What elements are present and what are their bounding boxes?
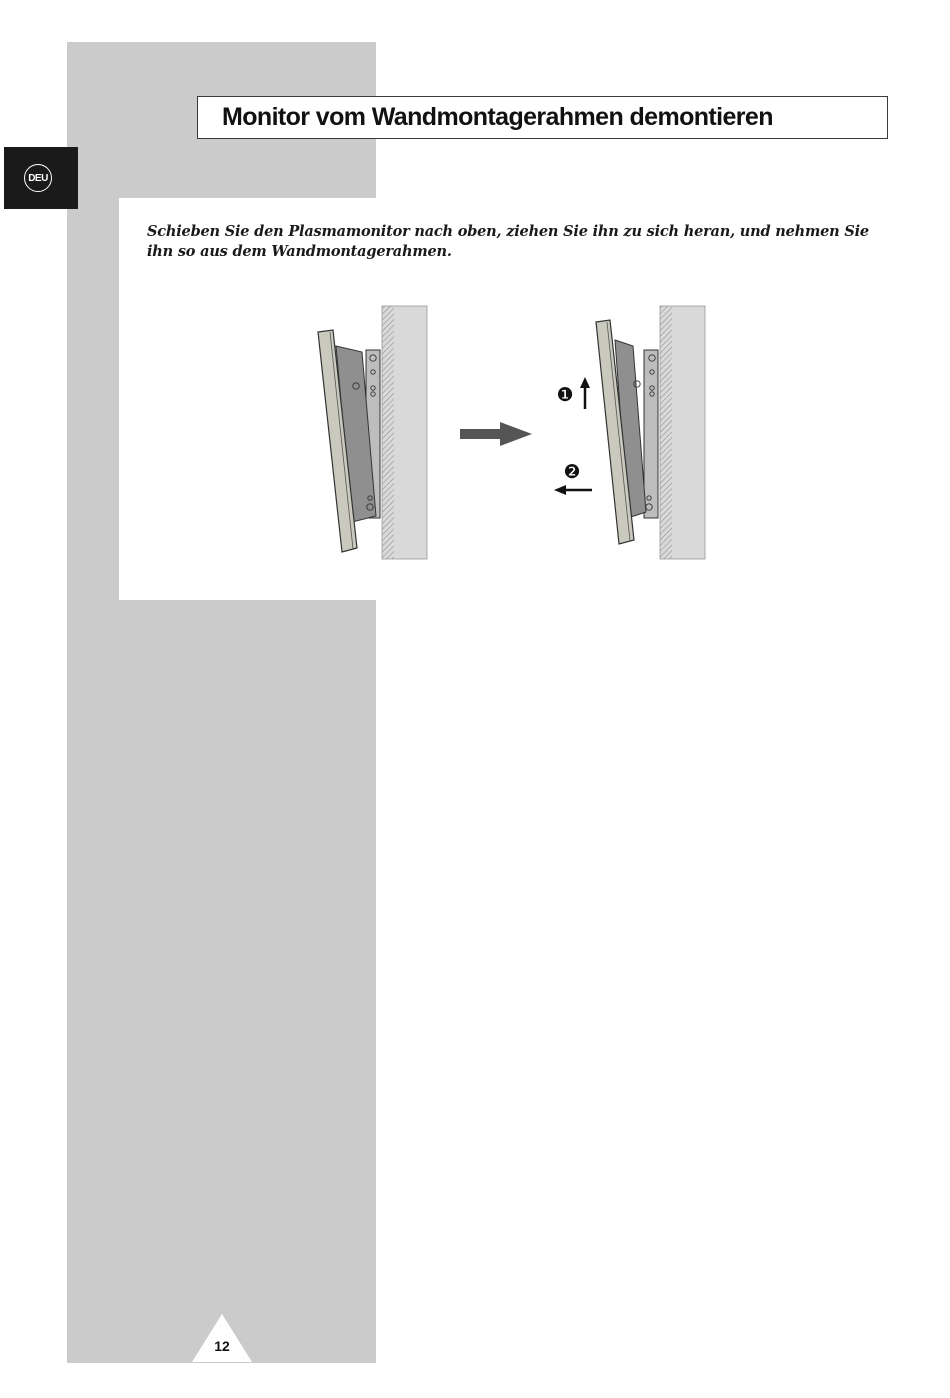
arrow-left-icon <box>554 485 592 495</box>
wall-hatch <box>660 306 672 559</box>
step-2-marker: ❷ <box>563 461 581 483</box>
demount-illustration <box>300 300 720 565</box>
language-badge: DEU <box>24 164 52 192</box>
wall-hatch <box>382 306 394 559</box>
page-number: 12 <box>214 1338 230 1354</box>
mounted-monitor-scene <box>318 306 427 559</box>
transition-arrow-icon <box>460 422 532 446</box>
step-1-marker: ❶ <box>556 384 574 406</box>
removed-monitor-scene <box>596 306 705 559</box>
instruction-text: Schieben Sie den Plasmamonitor nach oben, ziehen Sie ihn zu sich heran, und nehmen Sie ihn so aus dem Wandmontagerahmen. <box>147 223 869 260</box>
title-box <box>197 96 888 139</box>
page-title: Monitor vom Wandmontagerahmen demontieren <box>222 103 773 131</box>
wall-bracket <box>644 350 658 518</box>
arrow-up-icon <box>580 377 590 409</box>
